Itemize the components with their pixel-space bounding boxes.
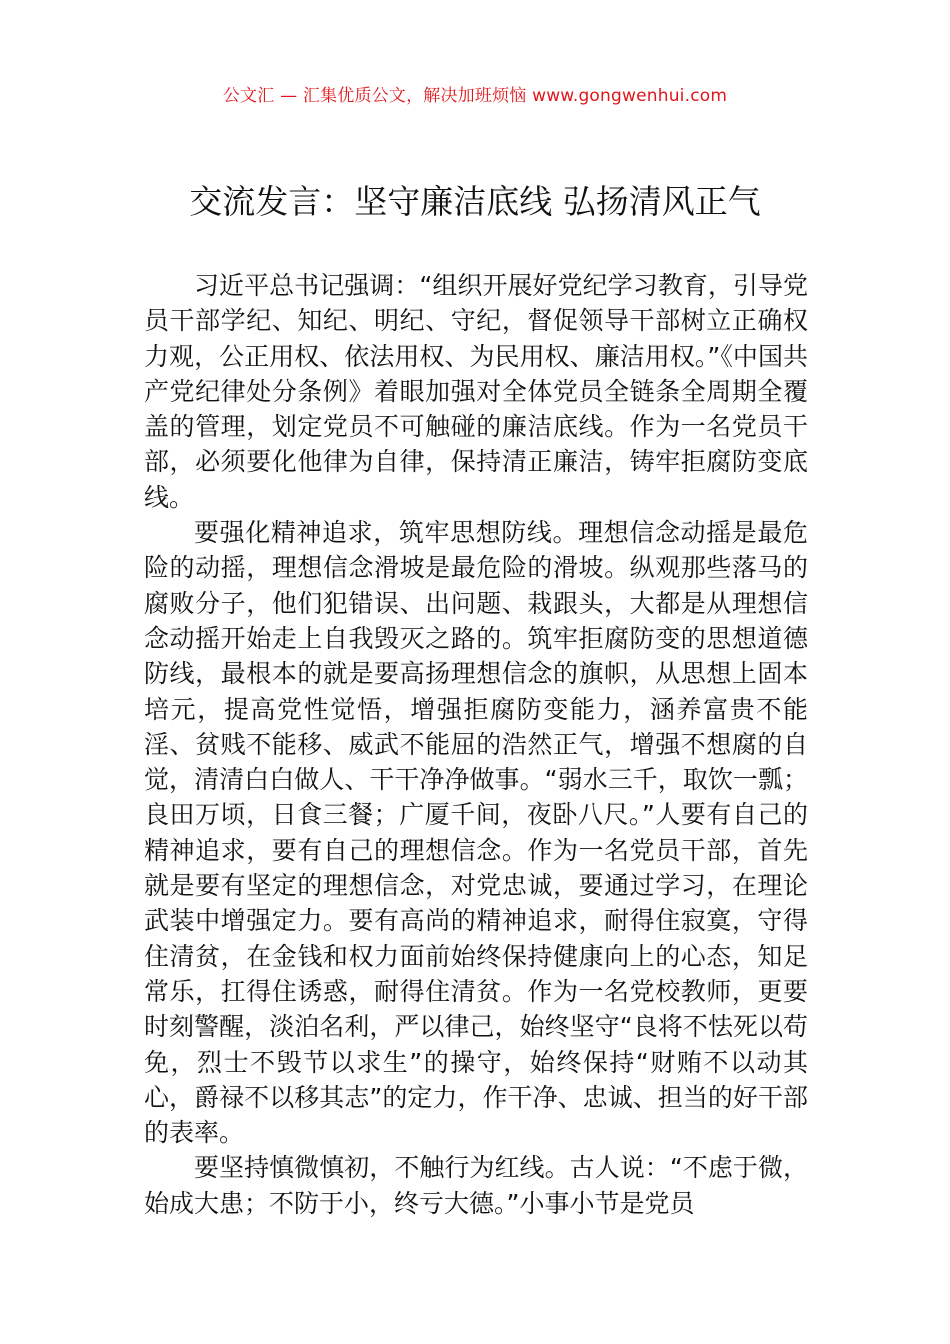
site-header-line: 公文汇 — 汇集优质公文，解决加班烦恼 www.gongwenhui.com — [222, 86, 728, 106]
body-paragraph-3: 要坚持慎微慎初，不触行为红线。古人说：“不虑于微，始成大患；不防于小，终亏大德。”小事小节是党员 — [144, 1153, 808, 1218]
document-title: 交流发言：坚守廉洁底线 弘扬清风正气 — [189, 182, 761, 221]
body-paragraph-2: 要强化精神追求，筑牢思想防线。理想信念动摇是最危险的动摇，理想信念滑坡是最危险的滑坡。纵观那些落马的腐败分子，他们犯错误、出问题、栽跟头，大都是从理想信念动摇开始走上自我毁灭之路的。筑牢拒腐防变的思想道德防线，最根本的就是要高扬理想信念的旗帜，从思想上固本培元，提高党性觉悟，增强拒腐防变能力，涵养富贵不能淫、贫贱不能移、威武不能屈的浩然正气，增强不想腐的自觉，清清白白做人、干干净净做事。“弱水三千，取饮一瓢；良田万顷，日食三餐；广厦千间，夜卧八尺。”人要有自己的精神追求，要有自己的理想信念。作为一名党员干部，首先就是要有坚定的理想信念，对党忠诚，要通过学习，在理论武装中增强定力。要有高尚的精神追求，耐得住寂寞，守得住清贫，在金钱和权力面前始终保持健康向上的心态，知足常乐，扛得住诱惑，耐得住清贫。作为一名党校教师，更要时刻警醒，淡泊名利，严以律己，始终坚守“良将不怯死以苟免，烈士不毁节以求生”的操守，始终保持“财贿不以动其心，爵禄不以移其志”的定力，作干净、忠诚、担当的好干部的表率。 — [144, 518, 808, 1148]
body-paragraph-1: 习近平总书记强调：“组织开展好党纪学习教育，引导党员干部学纪、知纪、明纪、守纪，督促领导干部树立正确权力观，公正用权、依法用权、为民用权、廉洁用权。”《中国共产党纪律处分条例》着眼加强对全体党员全链条全周期全覆盖的管理，划定党员不可触碰的廉洁底线。作为一名党员干部，必须要化他律为自律，保持清正廉洁，铸牢拒腐防变底线。 — [144, 271, 808, 512]
document-body — [144, 268, 808, 1221]
